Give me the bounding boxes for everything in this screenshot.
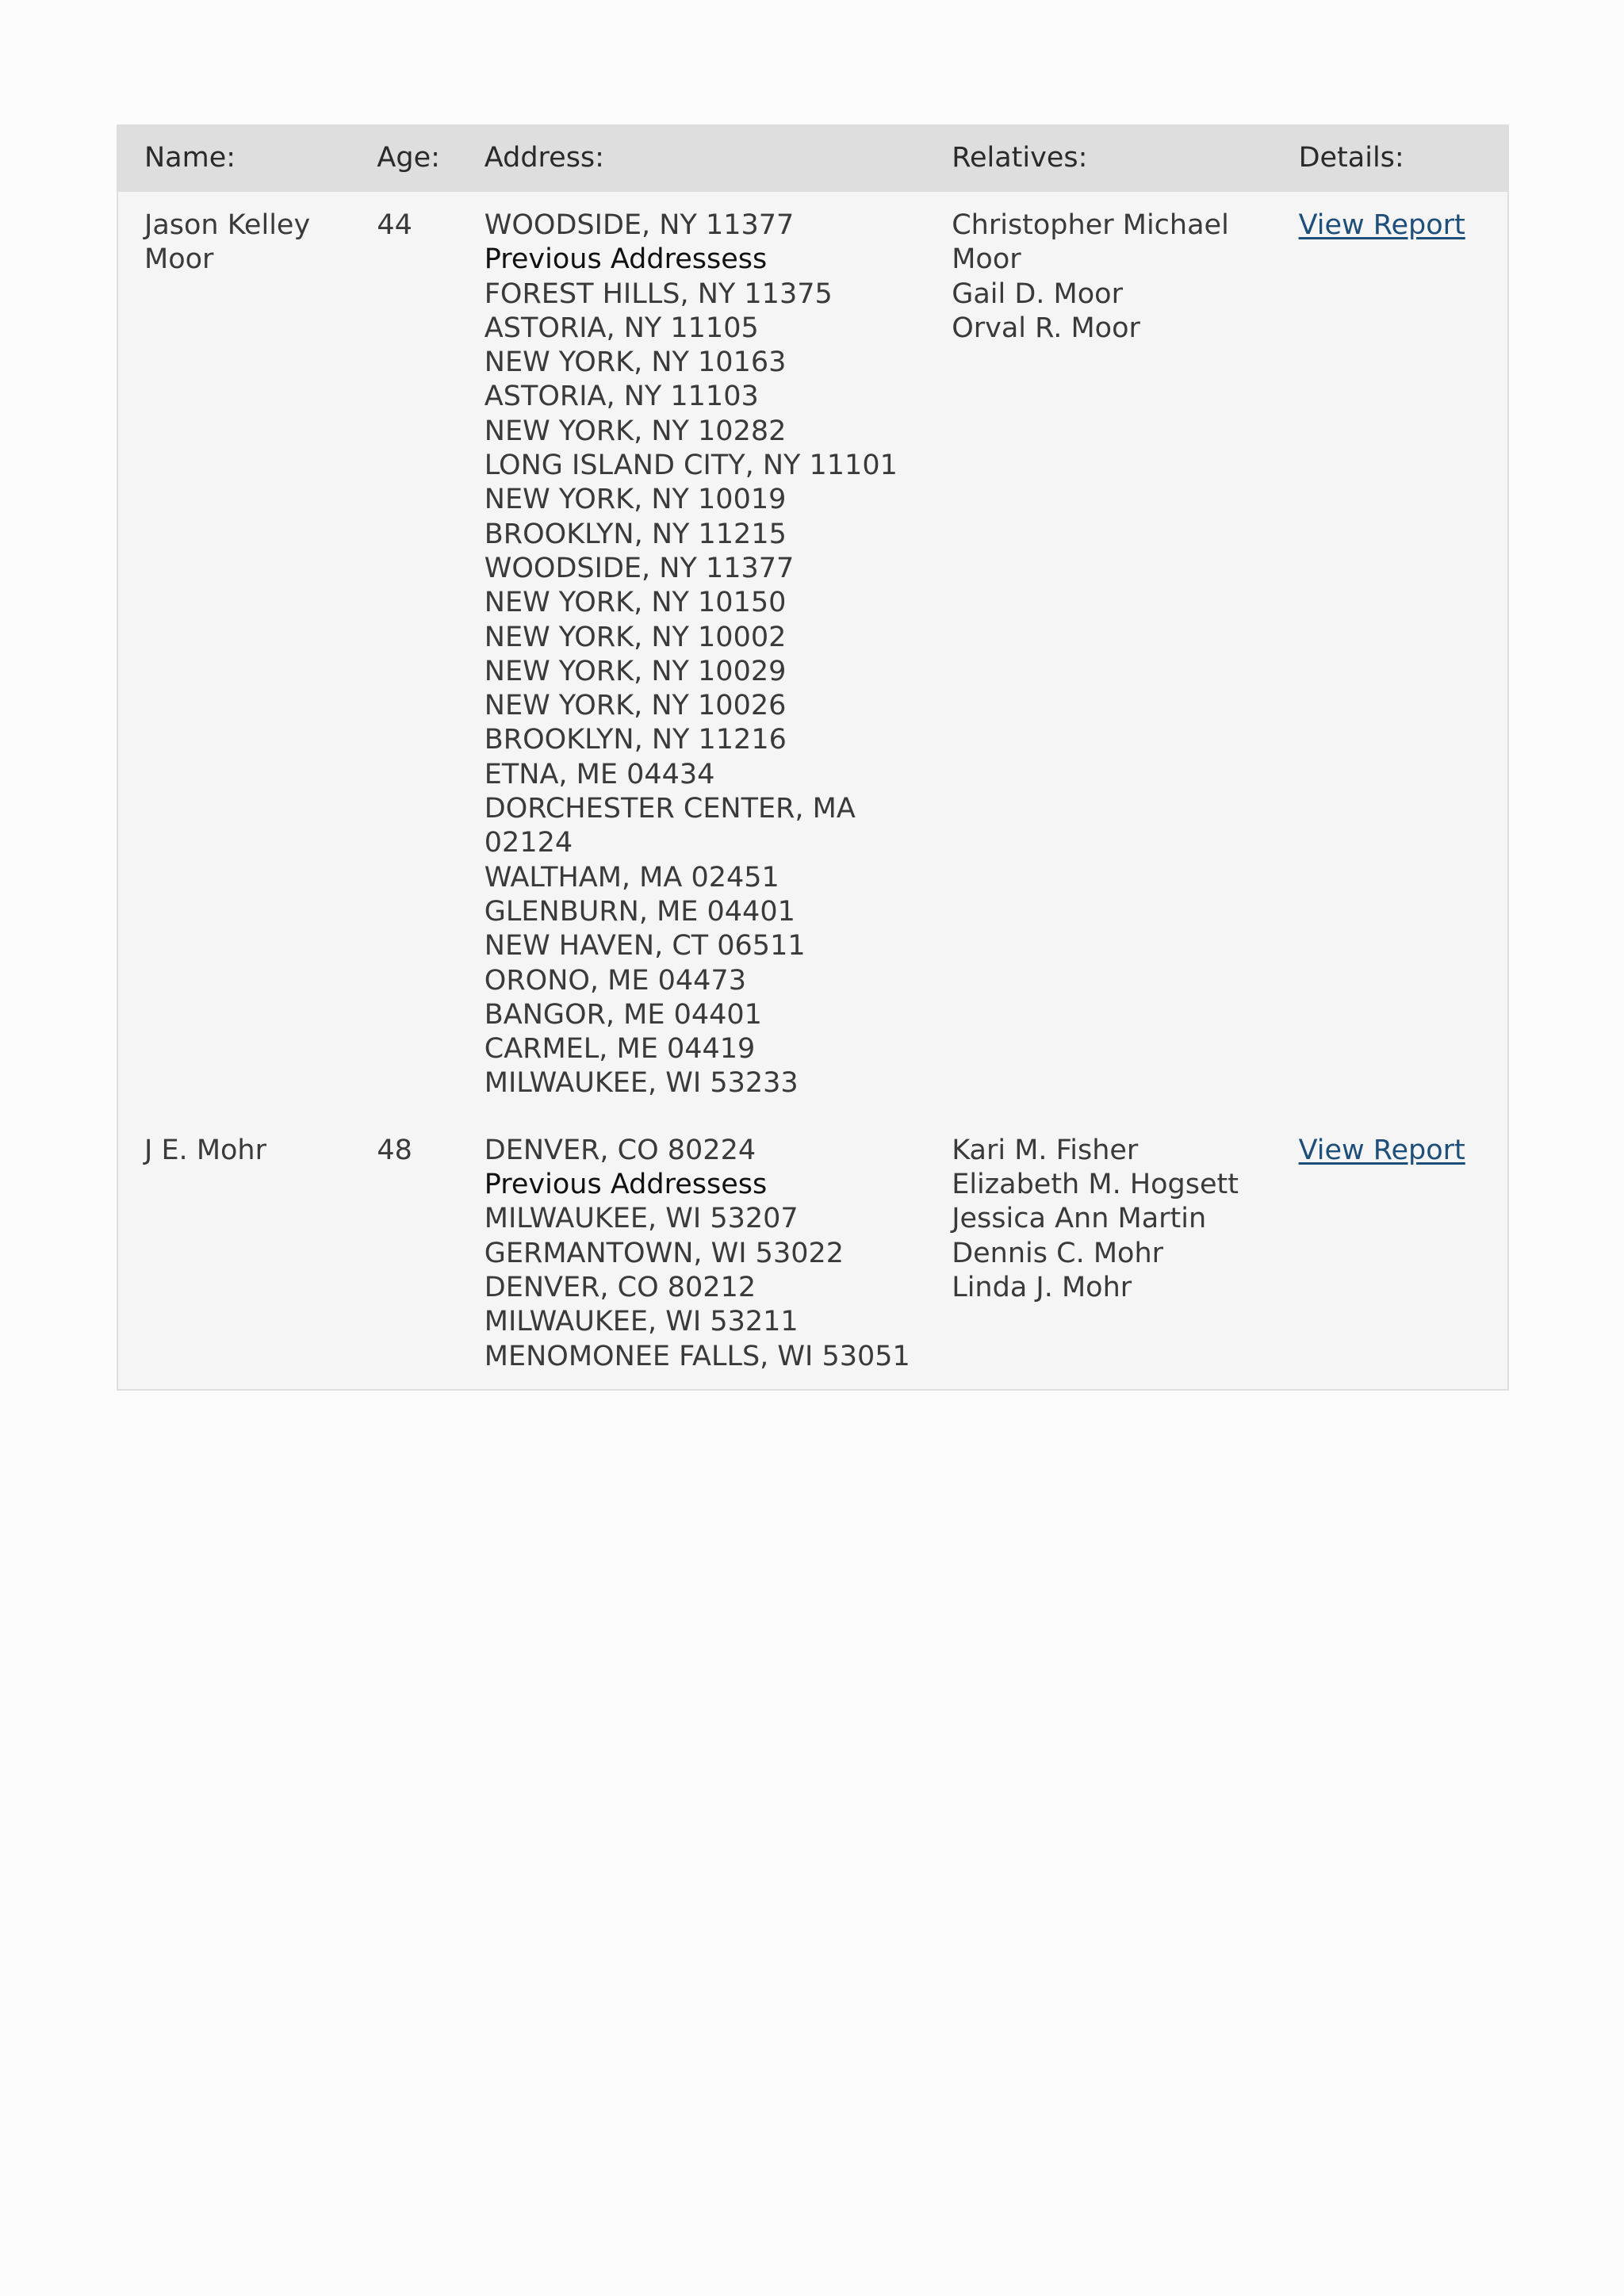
table-row [117, 192, 1508, 1117]
previous-address: ASTORIA, NY 11105 [484, 312, 759, 344]
previous-address: NEW YORK, NY 10002 [484, 621, 787, 653]
table-body [117, 192, 1508, 1390]
details-cell [1299, 1117, 1508, 1390]
name-cell [117, 1117, 377, 1390]
previous-address: ETNA, ME 04434 [484, 758, 715, 790]
header-name: Name: [144, 142, 236, 174]
previous-address: NEW YORK, NY 10150 [484, 587, 787, 619]
previous-addresses-label: Previous Addressess [484, 1169, 768, 1201]
person-age: 44 [377, 209, 412, 241]
previous-address: FOREST HILLS, NY 11375 [484, 277, 833, 310]
people-results-table [117, 124, 1509, 1391]
previous-address: DORCHESTER CENTER, MA 02124 [484, 793, 856, 859]
relative-name: Elizabeth M. Hogsett [952, 1169, 1239, 1201]
previous-address: NEW HAVEN, CT 06511 [484, 930, 806, 962]
previous-address: WALTHAM, MA 02451 [484, 861, 779, 894]
previous-address: ASTORIA, NY 11103 [484, 381, 759, 413]
header-age: Age: [377, 142, 440, 174]
header-address: Address: [484, 142, 604, 174]
previous-address: BROOKLYN, NY 11216 [484, 724, 787, 756]
previous-address: DENVER, CO 80212 [484, 1271, 756, 1303]
header-row [117, 125, 1508, 192]
previous-address: ORONO, ME 04473 [484, 964, 746, 997]
previous-address: MILWAUKEE, WI 53207 [484, 1203, 799, 1235]
name-cell [117, 192, 377, 1117]
previous-address: NEW YORK, NY 10282 [484, 415, 787, 447]
view-report-link[interactable]: View Report [1298, 209, 1465, 241]
current-address: DENVER, CO 80224 [484, 1134, 756, 1166]
previous-addresses-label: Previous Addressess [484, 243, 768, 276]
person-name: Jason Kelley Moor [144, 209, 311, 276]
table-row [117, 1117, 1508, 1390]
previous-address: NEW YORK, NY 10163 [484, 346, 787, 379]
relative-name: Orval R. Moor [952, 312, 1140, 344]
previous-address: GLENBURN, ME 04401 [484, 895, 795, 928]
address-cell [485, 192, 952, 1117]
previous-address: MILWAUKEE, WI 53211 [484, 1306, 799, 1338]
previous-address: LONG ISLAND CITY, NY 11101 [484, 450, 898, 482]
relative-name: Dennis C. Mohr [952, 1237, 1164, 1269]
relative-name: Gail D. Moor [952, 277, 1123, 310]
person-age: 48 [377, 1134, 412, 1166]
age-cell [377, 192, 484, 1117]
previous-address: MENOMONEE FALLS, WI 53051 [484, 1340, 910, 1372]
previous-address: NEW YORK, NY 10029 [484, 655, 787, 687]
previous-address: MILWAUKEE, WI 53233 [484, 1067, 799, 1100]
current-address: WOODSIDE, NY 11377 [484, 209, 795, 241]
view-report-link[interactable]: View Report [1298, 1134, 1465, 1166]
relatives-cell [952, 1117, 1298, 1390]
relative-name: Christopher Michael Moor [952, 209, 1229, 276]
age-cell [377, 1117, 484, 1390]
header-details: Details: [1298, 142, 1404, 174]
relative-name: Kari M. Fisher [952, 1134, 1139, 1166]
details-cell [1299, 192, 1508, 1117]
previous-address: WOODSIDE, NY 11377 [484, 552, 795, 584]
previous-address: CARMEL, ME 04419 [484, 1033, 756, 1066]
relative-name: Jessica Ann Martin [952, 1203, 1207, 1235]
previous-address: GERMANTOWN, WI 53022 [484, 1237, 845, 1269]
previous-address: BROOKLYN, NY 11215 [484, 518, 787, 550]
person-name: J E. Mohr [144, 1134, 266, 1166]
previous-address: NEW YORK, NY 10026 [484, 690, 787, 722]
table-header [117, 125, 1508, 192]
relatives-cell [952, 192, 1298, 1117]
relative-name: Linda J. Mohr [952, 1271, 1132, 1303]
header-relatives: Relatives: [952, 142, 1088, 174]
previous-address: NEW YORK, NY 10019 [484, 484, 787, 516]
address-cell [485, 1117, 952, 1390]
previous-address: BANGOR, ME 04401 [484, 998, 762, 1031]
